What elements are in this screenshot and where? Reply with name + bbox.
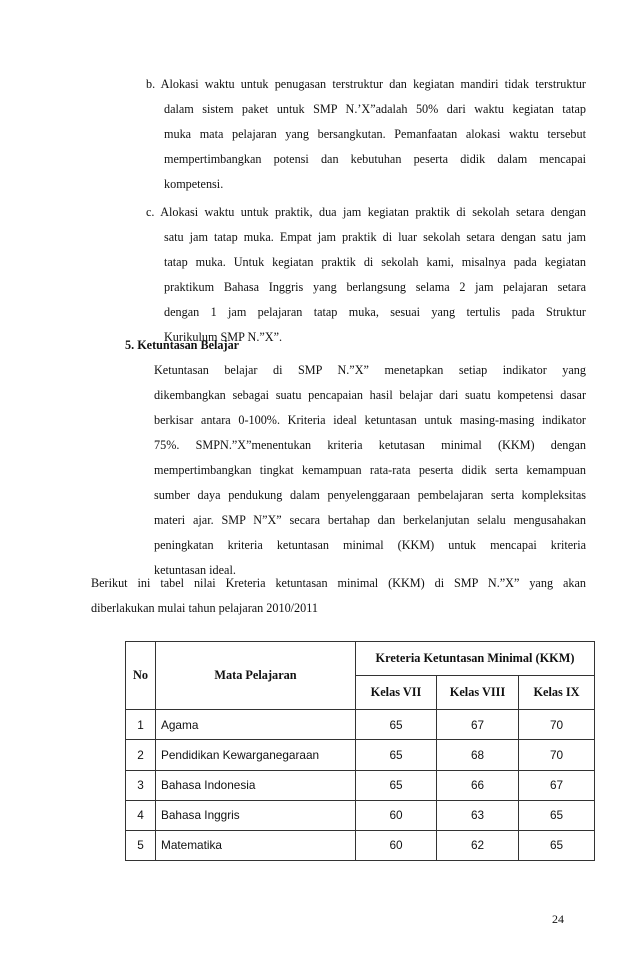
para-c-line-3: tatap muka. Untuk kegiatan praktik di sekolah kami, misalnya pada kegiatan <box>164 255 586 269</box>
section-5-line-6: sumber daya pendukung dalam penyelenggaraan pembelajaran serta kompleksitas <box>154 488 586 502</box>
kkm-table <box>125 641 595 861</box>
cell-no: 4 <box>126 800 156 830</box>
para-b-line-3: muka mata pelajaran yang bersangkutan. Pemanfaatan alokasi waktu tersebut <box>164 127 586 141</box>
column-header-kelas-viii: Kelas VIII <box>437 676 519 710</box>
cell-kelas-ix: 70 <box>519 710 595 740</box>
para-c-line-2: satu jam tatap muka. Empat jam praktik di luar sekolah setara dengan satu jam <box>164 230 586 244</box>
cell-kelas-vii: 65 <box>356 770 437 800</box>
cell-kelas-ix: 65 <box>519 800 595 830</box>
intro-line-1: Berikut ini tabel nilai Kreteria ketuntasan minimal (KKM) di SMP N.”X” yang akan <box>91 576 586 590</box>
table-row <box>126 770 595 800</box>
cell-subject: Pendidikan Kewarganegaraan <box>156 740 356 770</box>
section-5-line-5: mempertimbangkan tingkat kemampuan rata-rata peserta didik serta kemampuan <box>154 463 586 477</box>
column-header-no: No <box>126 642 156 710</box>
cell-kelas-viii: 66 <box>437 770 519 800</box>
table-header-row <box>126 642 595 676</box>
cell-kelas-viii: 62 <box>437 830 519 860</box>
section-5-line-8: peningkatan kriteria ketuntasan minimal (KKM) untuk mencapai kriteria <box>154 538 586 552</box>
table-row <box>126 800 595 830</box>
cell-subject: Bahasa Indonesia <box>156 770 356 800</box>
column-header-subject: Mata Pelajaran <box>156 642 356 710</box>
cell-kelas-viii: 67 <box>437 710 519 740</box>
section-5-line-4: 75%. SMPN.”X”menentukan kriteria ketutasan minimal (KKM) dengan <box>154 438 586 452</box>
cell-no: 2 <box>126 740 156 770</box>
table-row <box>126 740 595 770</box>
para-c-line-1: c. Alokasi waktu untuk praktik, dua jam kegiatan praktik di sekolah setara dengan <box>146 205 586 219</box>
cell-no: 3 <box>126 770 156 800</box>
cell-kelas-ix: 70 <box>519 740 595 770</box>
cell-kelas-vii: 65 <box>356 740 437 770</box>
column-header-kelas-ix: Kelas IX <box>519 676 595 710</box>
section-5-heading: 5. Ketuntasan Belajar <box>125 338 240 352</box>
cell-kelas-ix: 65 <box>519 830 595 860</box>
cell-subject: Agama <box>156 710 356 740</box>
cell-no: 1 <box>126 710 156 740</box>
cell-kelas-ix: 67 <box>519 770 595 800</box>
section-5-line-1: Ketuntasan belajar di SMP N.”X” menetapkan setiap indikator yang <box>154 363 586 377</box>
cell-kelas-viii: 68 <box>437 740 519 770</box>
para-c-line-6: Kurikulum SMP N.”X”. <box>164 330 283 344</box>
section-5-line-3: berkisar antara 0-100%. Kriteria ideal ketuntasan untuk masing-masing indikator <box>154 413 586 427</box>
section-5-line-9: ketuntasan ideal. <box>154 563 236 577</box>
cell-kelas-vii: 60 <box>356 830 437 860</box>
page-number: 24 <box>552 912 564 926</box>
para-b-line-2: dalam sistem paket untuk SMP N.’X”adalah 50% dari waktu kegiatan tatap <box>164 102 586 116</box>
intro-line-2: diberlakukan mulai tahun pelajaran 2010/2011 <box>91 601 318 615</box>
para-b-line-4: mempertimbangkan potensi dan kebutuhan peserta didik dalam mencapai <box>164 152 586 166</box>
cell-kelas-vii: 60 <box>356 800 437 830</box>
para-c-line-5: dengan 1 jam pelajaran tatap muka, sesuai yang tertulis pada Struktur <box>164 305 586 319</box>
cell-no: 5 <box>126 830 156 860</box>
column-header-kelas-vii: Kelas VII <box>356 676 437 710</box>
cell-kelas-viii: 63 <box>437 800 519 830</box>
cell-subject: Bahasa Inggris <box>156 800 356 830</box>
cell-kelas-vii: 65 <box>356 710 437 740</box>
column-header-kkm: Kreteria Ketuntasan Minimal (KKM) <box>356 642 595 676</box>
para-b-line-5: kompetensi. <box>164 177 224 191</box>
cell-subject: Matematika <box>156 830 356 860</box>
table-row <box>126 830 595 860</box>
para-b-line-1: b. Alokasi waktu untuk penugasan terstruktur dan kegiatan mandiri tidak terstruktur <box>146 77 586 91</box>
section-5-line-2: dikembangkan sebagai suatu pencapaian hasil belajar dari suatu kompetensi dasar <box>154 388 586 402</box>
section-5-line-7: materi ajar. SMP N”X” secara bertahap dan berkelanjutan selalu mengusahakan <box>154 513 586 527</box>
para-c-line-4: praktikum Bahasa Inggris yang berlangsung selama 2 jam pelajaran setara <box>164 280 586 294</box>
table-row <box>126 710 595 740</box>
